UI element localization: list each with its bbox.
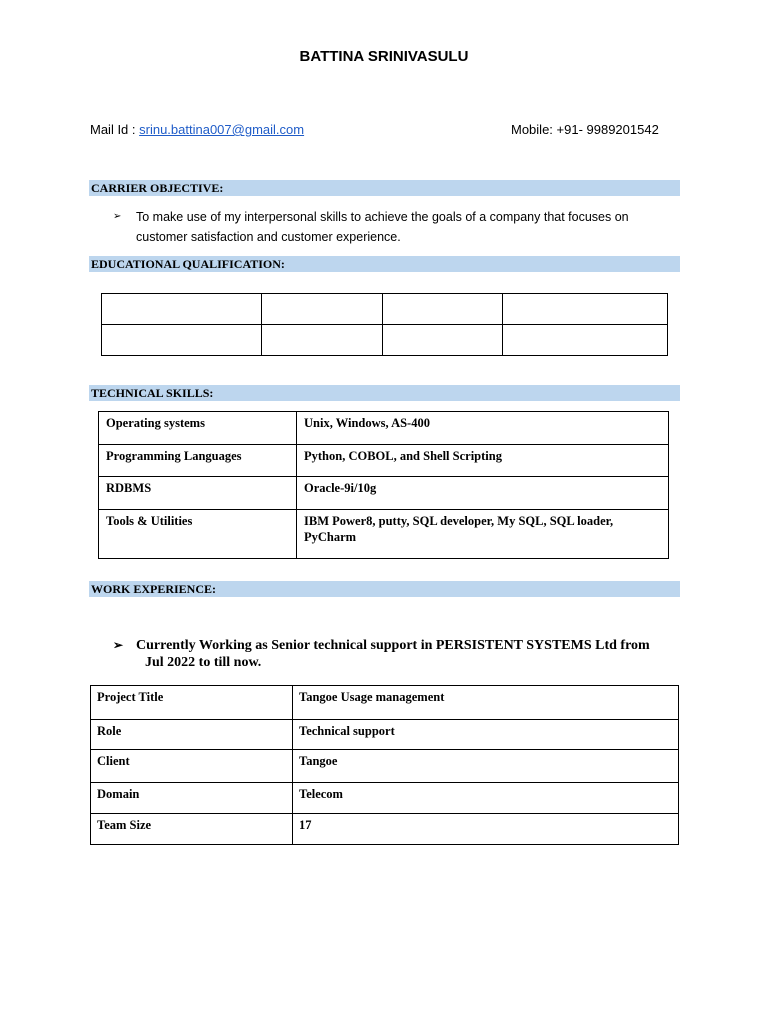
table-row (99, 412, 669, 445)
education-table (101, 293, 668, 356)
table-cell (503, 294, 668, 325)
table-row (102, 294, 668, 325)
section-heading-work: WORK EXPERIENCE: (89, 581, 680, 597)
section-heading-objective: CARRIER OBJECTIVE: (89, 180, 680, 196)
table-row (91, 783, 679, 814)
email-link[interactable]: srinu.battina007@gmail.com (139, 122, 305, 137)
table-row (99, 445, 669, 477)
skill-value: IBM Power8, putty, SQL developer, My SQL, SQL loader, PyCharm (297, 510, 669, 559)
mobile-text: Mobile: +91- 9989201542 (511, 122, 659, 137)
table-cell (383, 325, 503, 356)
objective-item (113, 207, 653, 247)
mail-label: Mail Id : (90, 122, 140, 137)
objective-text: To make use of my interpersonal skills to achieve the goals of a company that focuses on customer satisfaction and customer experience. (136, 210, 629, 244)
skill-value: Oracle-9i/10g (297, 477, 669, 510)
project-label: Team Size (91, 814, 293, 845)
skills-table (98, 411, 669, 559)
table-row (91, 686, 679, 720)
project-table (90, 685, 679, 845)
project-value: Tangoe (293, 750, 679, 783)
project-value: 17 (293, 814, 679, 845)
table-cell (102, 325, 262, 356)
section-heading-skills: TECHNICAL SKILLS: (89, 385, 680, 401)
table-cell (262, 325, 383, 356)
project-label: Project Title (91, 686, 293, 720)
project-label: Role (91, 720, 293, 750)
work-text-line1: Currently Working as Senior technical support in PERSISTENT SYSTEMS Ltd from (136, 638, 650, 653)
work-item (113, 637, 673, 671)
table-row (99, 510, 669, 559)
table-row (91, 720, 679, 750)
skill-label: RDBMS (99, 477, 297, 510)
work-text (136, 637, 673, 671)
skill-label: Operating systems (99, 412, 297, 445)
table-row (91, 814, 679, 845)
skill-value: Python, COBOL, and Shell Scripting (297, 445, 669, 477)
section-heading-education: EDUCATIONAL QUALIFICATION: (89, 256, 680, 272)
table-row (102, 325, 668, 356)
project-value: Technical support (293, 720, 679, 750)
project-value: Telecom (293, 783, 679, 814)
skill-label: Tools & Utilities (99, 510, 297, 559)
table-cell (262, 294, 383, 325)
project-label: Client (91, 750, 293, 783)
arrow-bullet-icon: ➢ (113, 638, 124, 652)
page-title: BATTINA SRINIVASULU (299, 48, 469, 65)
table-cell (503, 325, 668, 356)
arrow-bullet-icon: ➢ (113, 211, 122, 222)
mail-line (90, 122, 304, 137)
table-row (99, 477, 669, 510)
skill-label: Programming Languages (99, 445, 297, 477)
project-label: Domain (91, 783, 293, 814)
table-cell (383, 294, 503, 325)
skill-value: Unix, Windows, AS-400 (297, 412, 669, 445)
project-value: Tangoe Usage management (293, 686, 679, 720)
table-row (91, 750, 679, 783)
table-cell (102, 294, 262, 325)
work-text-line2: Jul 2022 to till now. (145, 655, 262, 670)
